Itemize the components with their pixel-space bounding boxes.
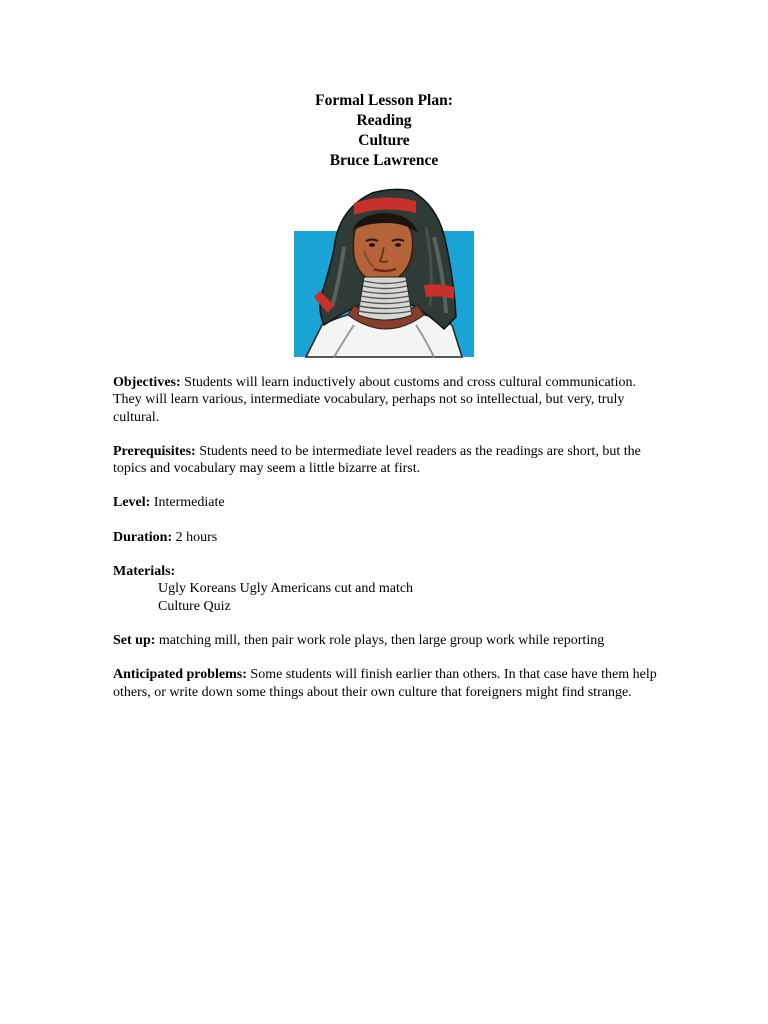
materials-label: Materials: xyxy=(113,564,176,580)
title-line-3: Culture xyxy=(358,132,410,149)
woman-with-neck-rings-clipart xyxy=(294,187,476,358)
problems-label: Anticipated problems: xyxy=(113,667,247,683)
level-section xyxy=(113,494,658,511)
level-text: Intermediate xyxy=(153,495,225,511)
duration-label: Duration: xyxy=(113,529,173,545)
title-line-4: Bruce Lawrence xyxy=(329,152,439,169)
document-title xyxy=(0,91,768,171)
title-line-1: Formal Lesson Plan: xyxy=(315,92,453,109)
materials-item: Culture Quiz xyxy=(158,598,231,614)
setup-section xyxy=(113,632,658,649)
duration-section xyxy=(113,529,658,546)
lesson-plan-body xyxy=(113,374,658,718)
prerequisites-text: Students need to be intermediate level readers as the readings are short, but the topics and vocabulary may seem a little bizarre at first. xyxy=(113,443,641,477)
objectives-text: Students will learn inductively about customs and cross cultural communication. They will learn various, intermediate vocabulary, perhaps not so intellectual, but very, truly cultural. xyxy=(113,375,636,425)
level-label: Level: xyxy=(113,495,151,511)
setup-label: Set up: xyxy=(113,632,156,648)
title-line-2: Reading xyxy=(356,112,412,129)
objectives-section xyxy=(113,374,658,426)
prerequisites-label: Prerequisites: xyxy=(113,443,196,459)
duration-text: 2 hours xyxy=(175,529,218,545)
problems-text: Some students will finish earlier than others. In that case have them help others, or write down some things about their own culture that foreigners might find strange. xyxy=(113,667,657,700)
materials-section xyxy=(113,563,658,615)
setup-text: matching mill, then pair work role plays, then large group work while reporting xyxy=(158,632,605,648)
problems-section xyxy=(113,666,658,701)
objectives-label: Objectives: xyxy=(113,375,181,390)
materials-item: Ugly Koreans Ugly Americans cut and match xyxy=(158,581,414,597)
prerequisites-section xyxy=(113,443,658,478)
